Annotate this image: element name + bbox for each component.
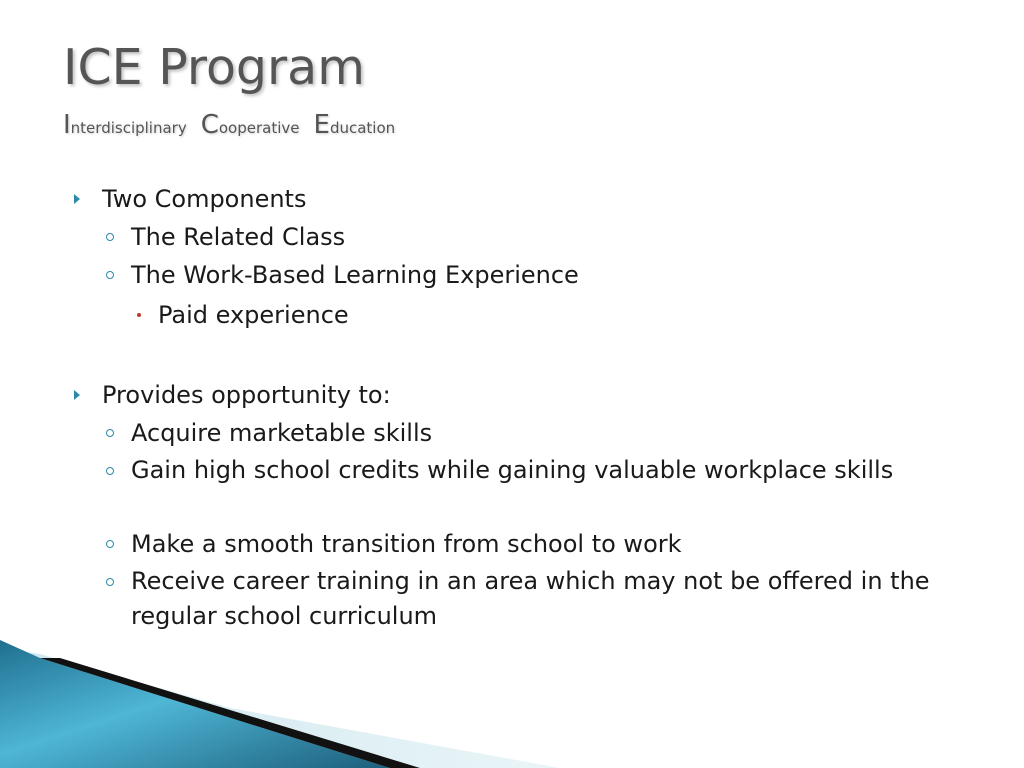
- bullet-circle-icon: [106, 271, 114, 279]
- bullet-text: Acquire marketable skills: [131, 419, 433, 447]
- bullet-item: [106, 564, 976, 634]
- bullet-circle-icon: [106, 578, 114, 586]
- bullet-circle-icon: [106, 429, 114, 437]
- bullet-item: [106, 453, 946, 488]
- bullet-text: Two Components: [102, 185, 307, 213]
- bullet-text: Receive career training in an area which may not be offered in the regular school curriculum: [131, 567, 930, 630]
- bullet-item: [106, 219, 345, 255]
- subtitle-word-rest: nterdisciplinary: [70, 119, 187, 137]
- bullet-dot-icon: [137, 313, 141, 317]
- slide-title: ICE Program: [63, 39, 365, 96]
- bullet-triangle-icon: [74, 194, 80, 204]
- subtitle-word-rest: ooperative: [218, 119, 300, 137]
- subtitle-word-rest: ducation: [329, 119, 396, 137]
- bullet-item: [137, 297, 349, 333]
- bullet-item: [106, 526, 682, 562]
- bullet-item: [106, 257, 579, 293]
- bullet-text: Gain high school credits while gaining valuable workplace skills: [131, 456, 894, 484]
- decorative-wave-graphic: [0, 628, 1024, 768]
- bullet-text: Provides opportunity to:: [102, 381, 391, 409]
- bullet-text: Paid experience: [158, 301, 349, 329]
- bullet-text: Make a smooth transition from school to work: [131, 530, 682, 558]
- bullet-circle-icon: [106, 540, 114, 548]
- bullet-item: [74, 377, 391, 413]
- bullet-item: [74, 181, 306, 217]
- bullet-circle-icon: [106, 233, 114, 241]
- bullet-triangle-icon: [74, 390, 80, 400]
- bullet-item: [106, 415, 432, 451]
- subtitle-initial: I: [63, 110, 71, 140]
- bullet-text: The Related Class: [131, 223, 346, 251]
- bullet-text: The Work-Based Learning Experience: [131, 261, 579, 289]
- subtitle-initial: E: [313, 110, 330, 140]
- subtitle-initial: C: [200, 110, 219, 140]
- bullet-circle-icon: [106, 467, 114, 475]
